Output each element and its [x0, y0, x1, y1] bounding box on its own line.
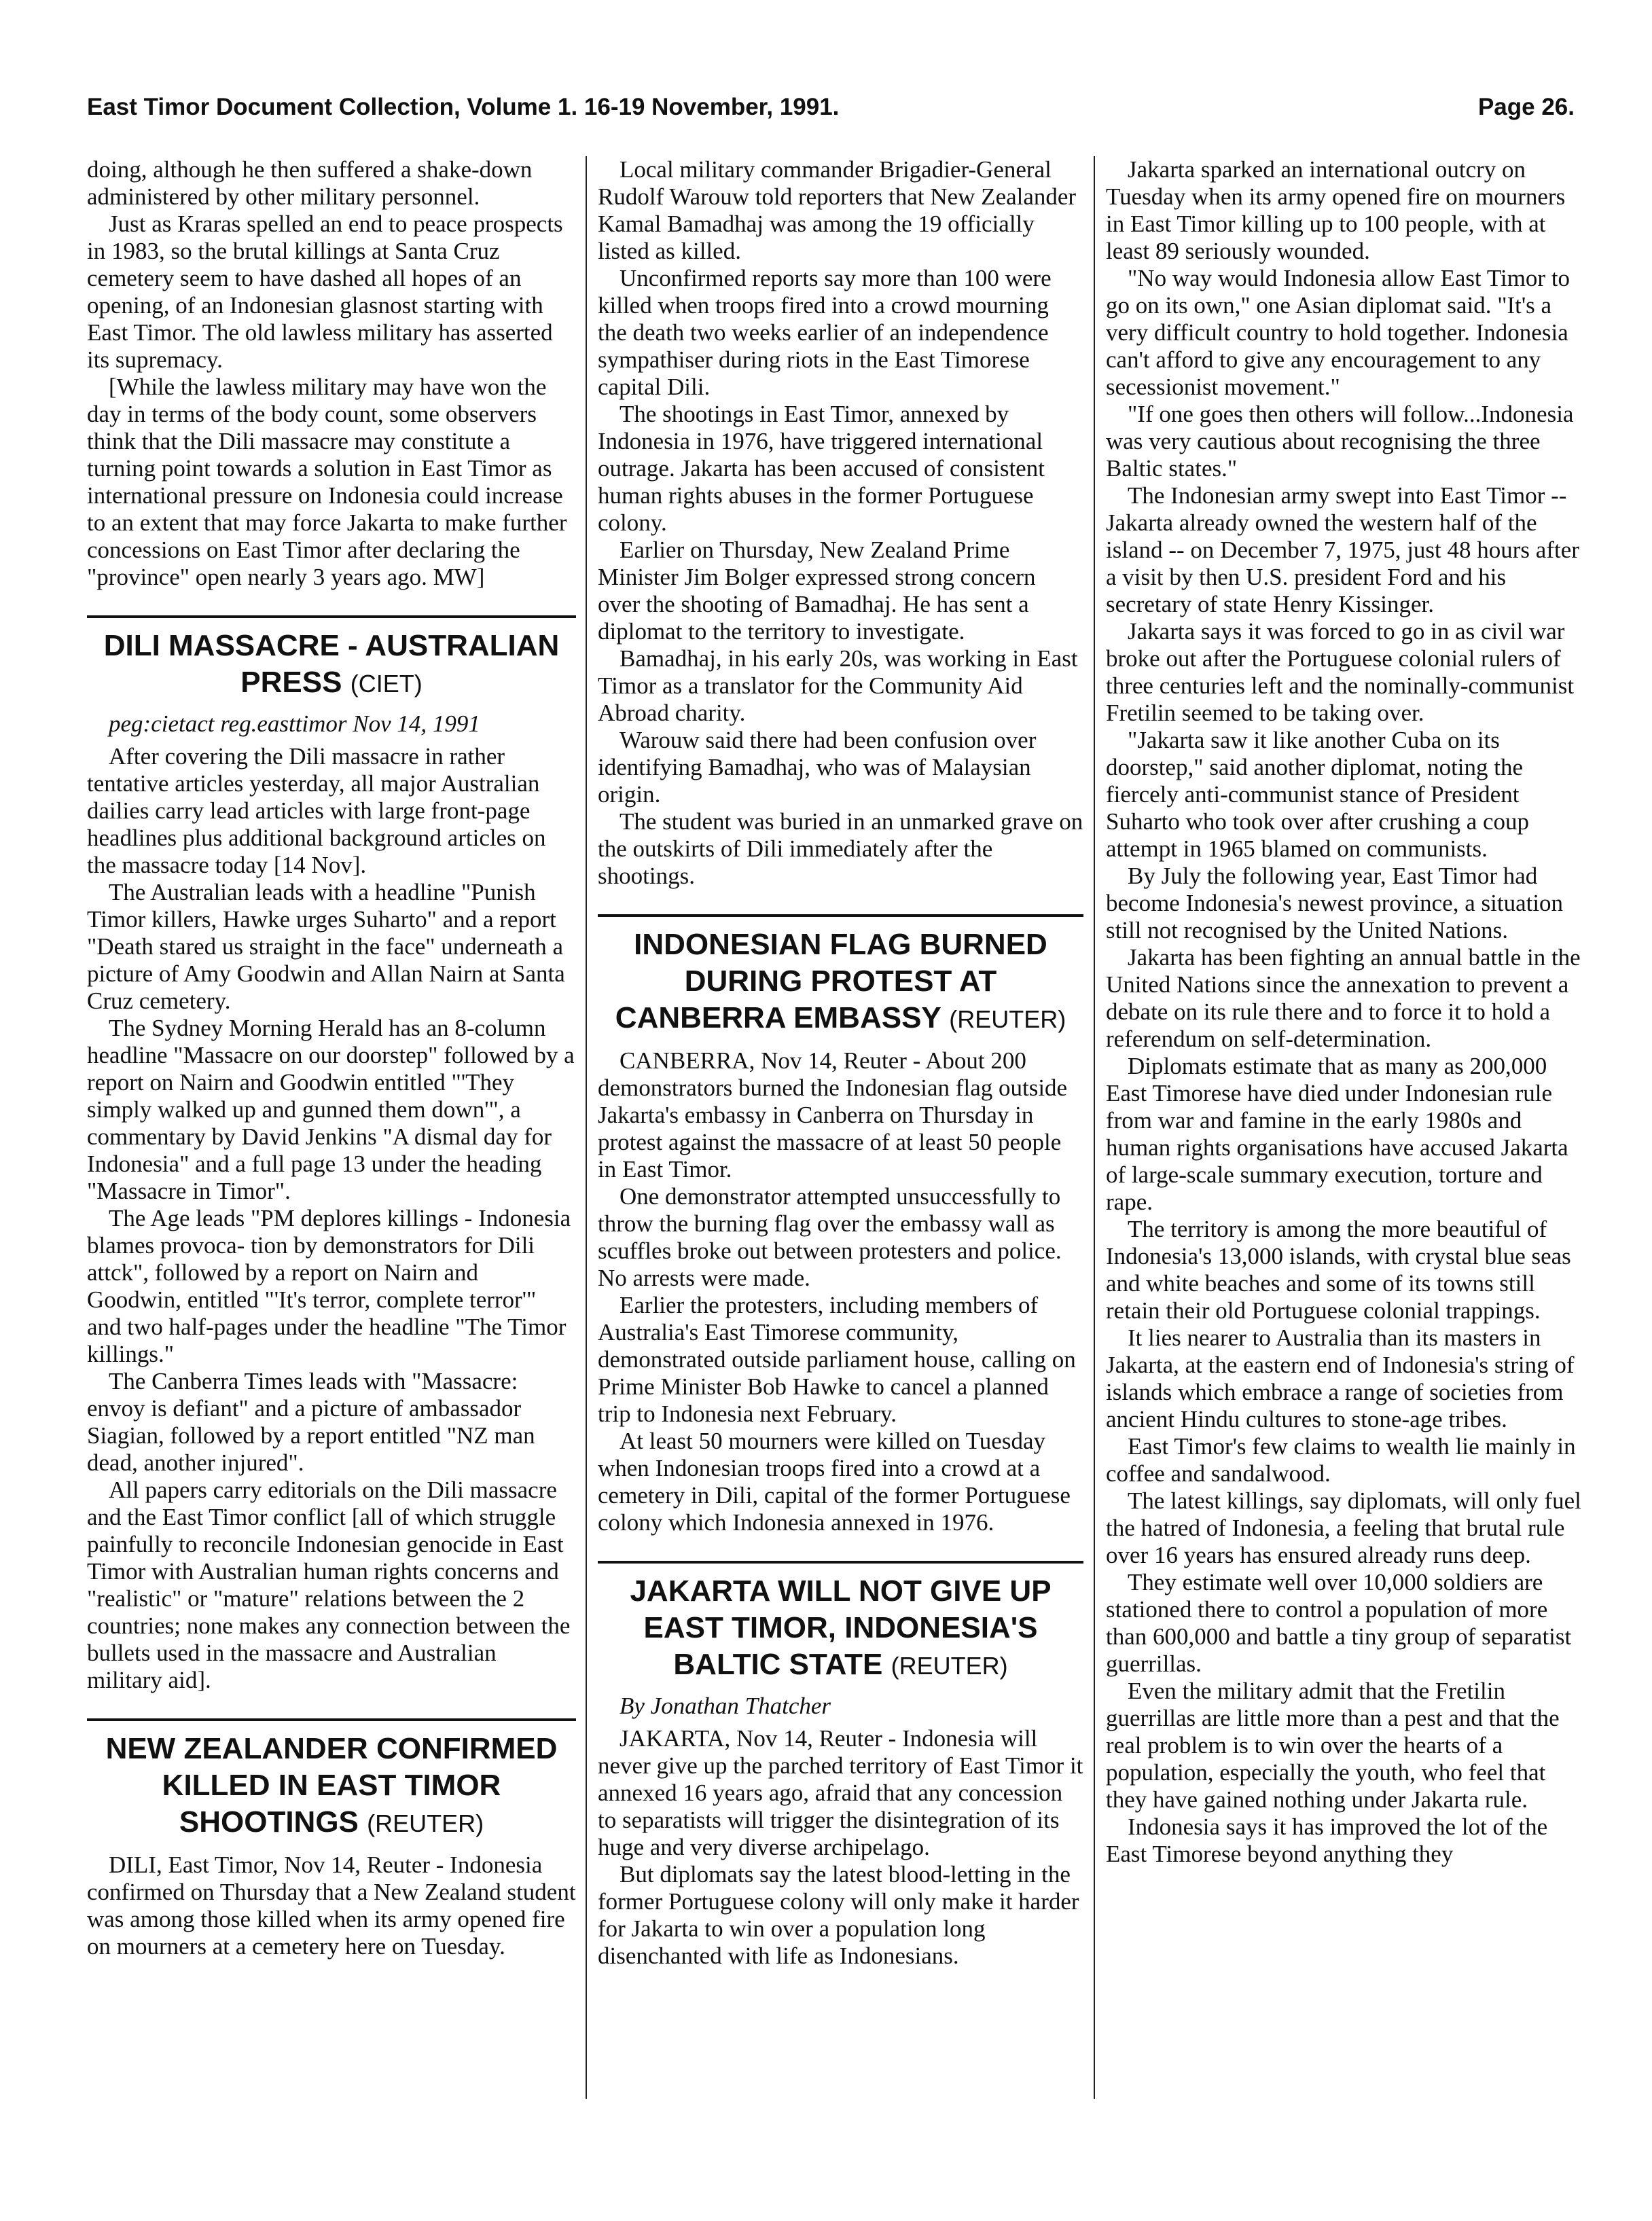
paragraph: DILI, East Timor, Nov 14, Reuter - Indonesia confirmed on Thursday that a New Zealand student was among those killed when its army opened fire on mourners at a cemetery here on Tuesday. — [87, 1852, 576, 1960]
headline — [87, 1731, 576, 1842]
headline-source: (REUTER) — [367, 1809, 484, 1837]
paragraph: Just as Kraras spelled an end to peace prospects in 1983, so the brutal killings at Santa Cruz cemetery seem to have dashed all hopes of an opening, of an Indonesian glasnost starting with East Timor. The old lawless military has asserted its supremacy. — [87, 211, 563, 373]
paragraph: Local military commander Brigadier-General Rudolf Warouw told reporters that New Zealander Kamal Bamadhaj was among the 19 officially listed as killed. — [598, 156, 1077, 264]
section-rule — [598, 914, 1083, 917]
paragraph: JAKARTA, Nov 14, Reuter - Indonesia will never give up the parched territory of East Timor it annexed 16 years ago, afraid that any concession to separatists will trigger the disintegration of its huge and very diverse archipelago. — [598, 1725, 1083, 1860]
headline-text: NEW ZEALANDER CONFIRMED KILLED IN EAST TIMOR SHOOTINGS — [105, 1732, 558, 1839]
paragraph: Diplomats estimate that as many as 200,000 East Timorese have died under Indonesian rule from war and famine in the early 1980s and human rights organisations have accused Jakarta of large-scale summary execution, torture and rape. — [1106, 1053, 1568, 1215]
paragraph: Bamadhaj, in his early 20s, was working in East Timor as a translator for the Community Aid Abroad charity. — [598, 645, 1078, 726]
collection-title: East Timor Document Collection, Volume 1. 16-19 November, 1991. — [87, 94, 840, 120]
paragraph: doing, although he then suffered a shake-down administered by other military personnel. — [87, 156, 533, 210]
headline-text: DILI MASSACRE - AUSTRALIAN PRESS — [103, 629, 560, 699]
paragraph: Indonesia says it has improved the lot of the East Timorese beyond anything they — [1106, 1813, 1548, 1867]
headline-source: (REUTER) — [949, 1005, 1066, 1033]
paragraph: After covering the Dili massacre in rather tentative articles yesterday, all major Australian dailies carry lead articles with large front-page headlines plus additional background articles on the massacre today [14 Nov]. — [87, 743, 546, 878]
article-meta: peg:cietact reg.easttimor Nov 14, 1991 — [109, 710, 480, 737]
paragraph: Warouw said there had been confusion over identifying Bamadhaj, who was of Malaysian origin. — [598, 727, 1037, 808]
paragraph: The shootings in East Timor, annexed by Indonesia in 1976, have triggered international outrage. Jakarta has been accused of consistent human rights abuses in the former Portuguese colony. — [598, 401, 1045, 536]
paragraph: It lies nearer to Australia than its masters in Jakarta, at the eastern end of Indonesia's string of islands which embrace a range of societies from ancient Hindu cultures to stone-age tribes. — [1106, 1324, 1575, 1432]
paragraph: All papers carry editorials on the Dili massacre and the East Timor conflict [all of which struggle painfully to reconcile Indonesian genocide in East Timor with Australian human rights concerns and "realistic" or "mature" relations between the 2 countries; none makes any connection between the bullets used in the massacre and Australian military aid]. — [87, 1477, 571, 1693]
paragraph: Earlier the protesters, including members of Australia's East Timorese community, demonstrated outside parliament house, calling on Prime Minister Bob Hawke to cancel a planned trip to Indonesia next February. — [598, 1292, 1076, 1427]
paragraph: By July the following year, East Timor had become Indonesia's newest province, a situation still not recognised by the United Nations. — [1106, 863, 1564, 943]
article-indonesian-flag-burned — [598, 914, 1083, 1536]
paragraph: Unconfirmed reports say more than 100 were killed when troops fired into a crowd mourning the death two weeks earlier of an independence sympathiser during riots in the East Timorese capital Dili. — [598, 265, 1052, 400]
column-3 — [1106, 156, 1588, 1868]
paragraph: The Australian leads with a headline "Punish Timor killers, Hawke urges Suharto" and a report "Death stared us straight in the face" underneath a picture of Amy Goodwin and Allan Nairn at Santa Cruz cemetery. — [87, 879, 565, 1014]
article-new-zealander-confirmed-killed — [87, 1718, 576, 1960]
paragraph: The territory is among the more beautiful of Indonesia's 13,000 islands, with crystal blue seas and white beaches and some of its towns still retain their old Portuguese colonial trappings. — [1106, 1216, 1571, 1324]
paragraph: Jakarta has been fighting an annual battle in the United Nations since the annexation to prevent a debate on its rule there and to force it to hold a referendum on self-determination. — [1106, 944, 1581, 1052]
column-divider — [586, 156, 587, 2099]
paragraph: Jakarta sparked an international outcry on Tuesday when its army opened fire on mourners in East Timor killing up to 100 people, with at least 89 seriously wounded. — [1106, 156, 1566, 264]
byline: By Jonathan Thatcher — [620, 1693, 831, 1719]
paragraph: Earlier on Thursday, New Zealand Prime Minister Jim Bolger expressed strong concern over the shooting of Bamadhaj. He has sent a diplomat to the territory to investigate. — [598, 537, 1036, 645]
paragraph: East Timor's few claims to wealth lie mainly in coffee and sandalwood. — [1106, 1433, 1576, 1487]
column-2 — [598, 156, 1083, 1970]
headline-text: JAKARTA WILL NOT GIVE UP EAST TIMOR, INDONESIA'S BALTIC STATE — [630, 1574, 1052, 1681]
paragraph: The latest killings, say diplomats, will only fuel the hatred of Indonesia, a feeling that brutal rule over 16 years has ensured already runs deep. — [1106, 1487, 1581, 1568]
page-number: Page 26. — [1477, 94, 1575, 120]
paragraph: The Age leads "PM deplores killings - Indonesia blames provoca- tion by demonstrators for Dili attck", followed by a report on Nairn and Goodwin, entitled "'It's terror, complete terror'" and two half-pages under the headline "The Timor killings." — [87, 1205, 571, 1367]
headline — [598, 926, 1083, 1038]
paragraph: One demonstrator attempted unsuccessfully to throw the burning flag over the embassy wall as scuffles broke out between protesters and police. No arrests were made. — [598, 1183, 1062, 1291]
column-1 — [87, 156, 576, 1960]
paragraph: The Indonesian army swept into East Timor -- Jakarta already owned the western half of the island -- on December 7, 1975, just 48 hours after a visit by then U.S. president Ford and his secretary of state Henry Kissinger. — [1106, 482, 1579, 617]
paragraph: [While the lawless military may have won the day in terms of the body count, some observers think that the Dili massacre may constitute a turning point towards a solution in East Timor as international pressure on Indonesia could increase to an extent that may force Jakarta to make further concessions on East Timor after declaring the "province" open nearly 3 years ago. MW] — [87, 374, 567, 590]
paragraph: Even the military admit that the Fretilin guerrillas are little more than a pest and that the real problem is to win over the hearts of a population, especially the youth, who feel that they have gained nothing under Jakarta rule. — [1106, 1678, 1560, 1813]
article-jakarta-will-not-give-up — [598, 1561, 1083, 1970]
paragraph: The student was buried in an unmarked grave on the outskirts of Dili immediately after the shootings. — [598, 808, 1083, 889]
paragraph: CANBERRA, Nov 14, Reuter - About 200 demonstrators burned the Indonesian flag outside Jakarta's embassy in Canberra on Thursday in protest against the massacre of at least 50 people in East Timor. — [598, 1047, 1068, 1182]
section-rule — [87, 1718, 576, 1721]
headline-text: INDONESIAN FLAG BURNED DURING PROTEST AT CANBERRA EMBASSY — [615, 928, 1047, 1034]
paragraph: "No way would Indonesia allow East Timor to go on its own," one Asian diplomat said. "It's a very difficult country to hold together. Indonesia can't afford to give any encouragement to any secessionist movement." — [1106, 265, 1570, 400]
paragraph: "Jakarta saw it like another Cuba on its doorstep," said another diplomat, noting the fiercely anti-communist stance of President Suharto who took over after crushing a coup attempt in 1965 blamed on communists. — [1106, 727, 1530, 862]
paragraph: Jakarta says it was forced to go in as civil war broke out after the Portuguese colonial rulers of three centuries left and the nominally-communist Fretilin seemed to be taking over. — [1106, 618, 1575, 726]
section-rule — [598, 1561, 1083, 1564]
headline-source: (CIET) — [350, 670, 423, 698]
paragraph: But diplomats say the latest blood-letting in the former Portuguese colony will only make it harder for Jakarta to win over a population long disenchanted with life as Indonesians. — [598, 1861, 1079, 1969]
page-header — [87, 94, 1575, 134]
paragraph: "If one goes then others will follow...Indonesia was very cautious about recognising the three Baltic states." — [1106, 401, 1574, 482]
column-divider — [1094, 156, 1095, 2099]
headline — [87, 628, 576, 702]
paragraph: They estimate well over 10,000 soldiers are stationed there to control a population of more than 600,000 and battle a tiny group of separatist guerrillas. — [1106, 1569, 1572, 1677]
paragraph: At least 50 mourners were killed on Tuesday when Indonesian troops fired into a crowd at a cemetery in Dili, capital of the former Portuguese colony which Indonesia annexed in 1976. — [598, 1428, 1071, 1536]
section-rule — [87, 615, 576, 618]
paragraph: The Canberra Times leads with "Massacre: envoy is defiant" and a picture of ambassador Siagian, followed by a report entitled "NZ man dead, another injured". — [87, 1368, 535, 1476]
headline-source: (REUTER) — [891, 1652, 1008, 1680]
article-dili-massacre-australian-press — [87, 615, 576, 1694]
headline — [598, 1573, 1083, 1684]
paragraph: The Sydney Morning Herald has an 8-column headline "Massacre on our doorstep" followed by a report on Nairn and Goodwin entitled "'They simply walked up and gunned them down'", a commentary by David Jenkins "A dismal day for Indonesia" and a full page 13 under the heading "Massacre in Timor". — [87, 1015, 575, 1204]
